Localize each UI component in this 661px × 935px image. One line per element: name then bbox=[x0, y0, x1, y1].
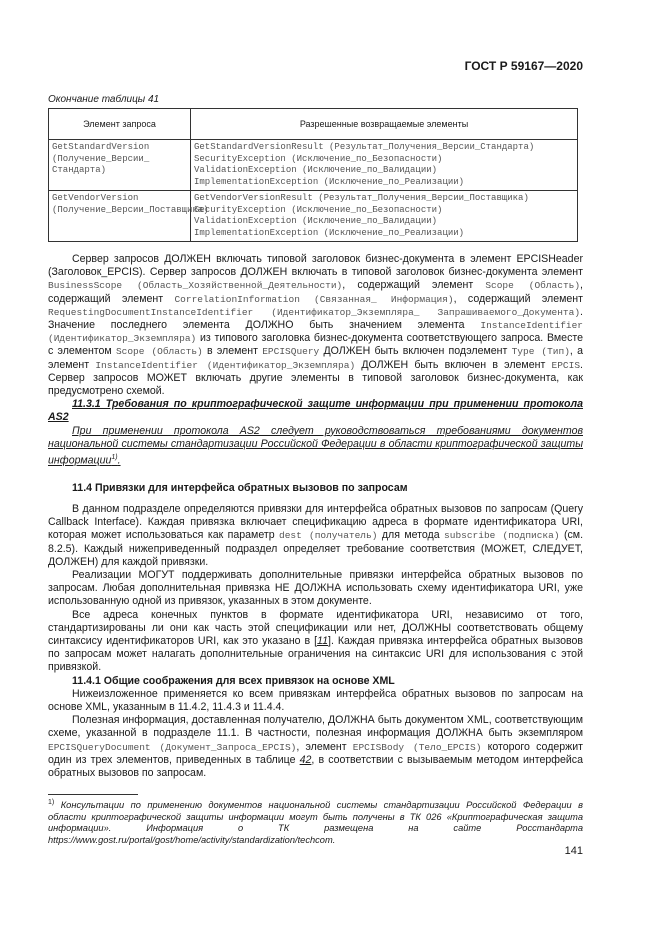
paragraph: Нижеизложенное применяется ко всем привязкам интерфейса обратных вызовов по запросам на основе XML, указанным в 11.4.2, 11.4.3 и 11.4.4. bbox=[48, 687, 583, 714]
paragraph: Все адреса конечных пунктов в формате идентификатора URI, независимо от того, стандартизированы ли они как часть этой спецификации или нет, ДОЛЖНЫ соответствовать общему синтаксису идентификаторов URI, как это указано в [11]. Каждая привязка интерфейса обратных вызовов по запросам может налагать дополнительные ограничения на синтаксис URI для использования с этой привязкой. bbox=[48, 608, 583, 674]
table-row bbox=[49, 191, 578, 242]
table-caption: Окончание таблицы 41 bbox=[48, 94, 160, 105]
paragraph-epcis-header: Сервер запросов ДОЛЖЕН включать типовой заголовок бизнес-документа в элемент EPCISHeader (Заголовок_EPCIS). Сервер запросов ДОЛЖЕН включать в типовой заголовок бизнес-документа элемент BusinessScope (Область_Хозяйственной_Деятельности), содержащий элемент Scope (Область), содержащий элемент CorrelationInformation (Связанная_ Информация), содержащий элемент RequestingDocumentInstanceIdentifier (Идентификатор_Экземпляра_ Запрашиваемого_Документа). Значение последнего элемента ДОЛЖНО быть значением элемента InstanceIdentifier (Идентификатор_Экземпляра) из типового заголовка бизнес-документа соответствующего запроса. Вместе с элементом Scope (Область) в элемент EPCISQuery ДОЛЖЕН быть включен подэлемент Type (Тип), а элемент InstanceIdentifier (Идентификатор_Экземпляра) ДОЛЖЕН быть включен в элемент EPCIS. Сервер запросов МОЖЕТ включать другие элементы в типовой заголовок бизнес-документа, как предусмотрено схемой. bbox=[48, 253, 583, 398]
footnote-separator bbox=[48, 794, 138, 795]
table-header-row bbox=[49, 109, 578, 140]
section-11-4-1-title: 11.4.1 Общие соображения для всех привязок на основе XML bbox=[72, 674, 395, 687]
paragraph: Полезная информация, доставленная получателю, ДОЛЖНА быть документом XML, соответствующим схеме, указанной в подразделе 11.1. В частности, полезная информация ДОЛЖНА быть экземпляром EPCISQueryDocument (Документ_Запроса_EPCIS), элемент EPCISBody (Тело_EPCIS) которого содержит один из трех элементов, приведенных в таблице 42, в соответствии с вызываемым методом интерфейса обратных вызовов по запросам. bbox=[48, 714, 584, 780]
paragraph: В данном подразделе определяются привязки для интерфейса обратных вызовов по запросам (Query Callback Interface). Каждая привязка включает спецификацию адреса в формате идентификатора URI, которая может использоваться как параметр dest (получатель) для метода subscribe (подписка) (см. 8.2.5). Каждый нижеприведенный подраздел определяет требование соответствия (МОЖЕТ, СЛЕДУЕТ, ДОЛЖЕН) для каждой привязки. bbox=[48, 502, 584, 568]
section-11-4-title: 11.4 Привязки для интерфейса обратных вызовов по запросам bbox=[72, 481, 408, 494]
result-item: ImplementationException (Исключение_по_Реализации) bbox=[194, 227, 465, 238]
footnote-ref[interactable]: 1) bbox=[111, 454, 118, 462]
results-cell bbox=[191, 191, 578, 242]
result-item: GetVendorVersionResult (Результат_Получения_Версии_Поставщика) bbox=[194, 193, 529, 203]
result-item: SecurityException (Исключение_по_Безопасности) bbox=[194, 204, 443, 215]
main-text bbox=[48, 253, 583, 780]
result-item: ImplementationException (Исключение_по_Реализации) bbox=[194, 176, 465, 187]
footnote bbox=[48, 797, 583, 846]
results-cell bbox=[191, 140, 578, 191]
request-cell: GetVendorVersion (Получение_Версии_Поставщика) bbox=[49, 191, 191, 242]
paragraph: Реализации МОГУТ поддерживать дополнительные привязки интерфейса обратных вызовов по запросам. Любая дополнительная привязка НЕ ДОЛЖНА использовать схему идентификатора URI, уже использованную одной из привязок, указанных в этом документе. bbox=[48, 569, 583, 608]
result-item: ValidationException (Исключение_по_Валидации) bbox=[194, 165, 438, 175]
footnote-mark: 1) bbox=[48, 799, 55, 806]
table-41 bbox=[48, 108, 578, 242]
column-header-request: Элемент запроса bbox=[49, 109, 191, 140]
reference-link[interactable]: 11 bbox=[317, 635, 329, 648]
section-11-3-1-title: 11.3.1 Требования по криптографической защите информации при применении протокола AS2 bbox=[48, 398, 583, 424]
table-reference-link[interactable]: 42 bbox=[299, 753, 312, 766]
request-cell: GetStandardVersion (Получение_Версии_ Стандарта) bbox=[49, 140, 191, 191]
result-item: SecurityException (Исключение_по_Безопасности) bbox=[194, 153, 443, 164]
section-11-3-1-text: При применении протокола AS2 следует руководствоваться требованиями документов национальной системы стандартизации Российской Федерации в области криптографической защиты информации$^{1)}$. bbox=[48, 424, 583, 467]
page-number: 141 bbox=[564, 845, 583, 857]
footnote-text: Консультации по применению документов национальной системы стандартизации Российской Федерации в области криптографической защиты информации могут быть получены в ТК 026 «Криптографическая защита информации». Информация о ТК размещена на сайте Росстандарта https://www.gost.ru/portal/gost/home/activity/standardization/techcom. bbox=[48, 800, 583, 845]
column-header-results: Разрешенные возвращаемые элементы bbox=[191, 109, 578, 140]
result-item: GetStandardVersionResult (Результат_Получения_Версии_Стандарта) bbox=[194, 142, 535, 152]
result-item: ValidationException (Исключение_по_Валидации) bbox=[194, 216, 438, 226]
standard-header: ГОСТ Р 59167—2020 bbox=[464, 59, 583, 73]
table-row bbox=[49, 140, 578, 191]
